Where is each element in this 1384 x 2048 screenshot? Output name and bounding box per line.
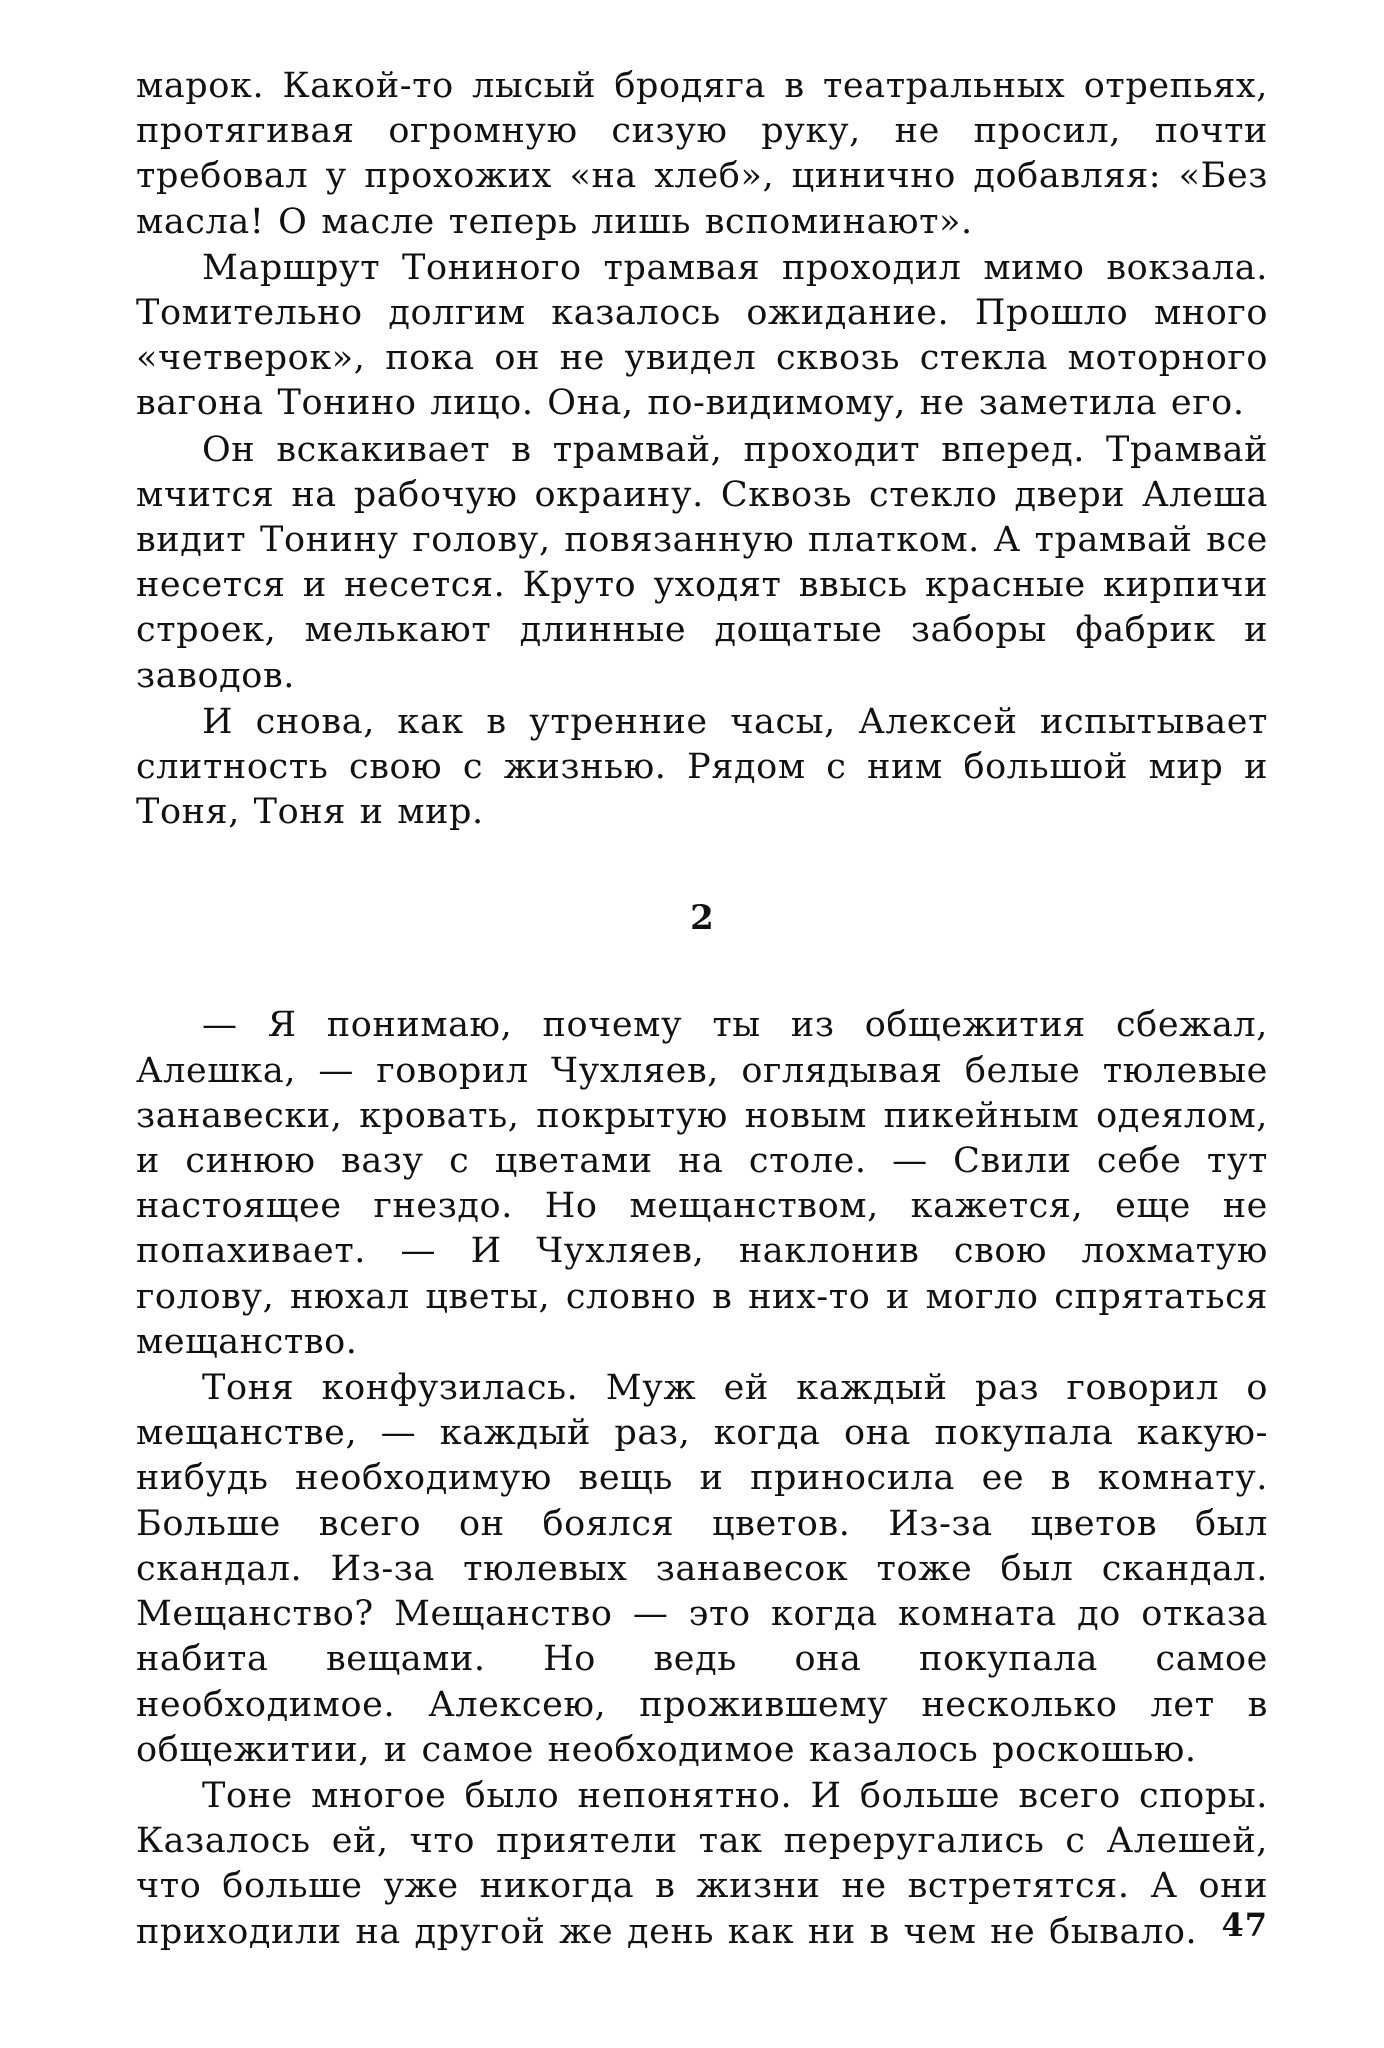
paragraph-tram-route: Маршрут Тониного трамвая проходил мимо вокзала. Томительно долгим казалось ожидание. Прошло много «четверок», пока он не увидел сквозь стекла моторного вагона Тонино лицо. Она, по-видимому, не заметила его. bbox=[136, 247, 1268, 424]
paragraph-chukhlyaev-dialogue: — Я понимаю, почему ты из общежития сбежал, Алешка, — говорил Чухляев, оглядывая белые тюлевые занавески, кровать, покрытую новым пикейным одеялом, и синюю вазу с цветами на столе. — Свили себе тут настоящее гнездо. Но мещанством, кажется, еще не попахивает. — И Чухляев, наклонив свою лохматую голову, нюхал цветы, словно в них-то и могло спрятаться мещанство. bbox=[136, 1005, 1268, 1362]
paragraph-tonya-embarrassed: Тоня конфузилась. Муж ей каждый раз говорил о мещанстве, — каждый раз, когда она покупала какую-нибудь необходимую вещь и приносила ее в комнату. Больше всего он боялся цветов. Из-за цветов был скандал. Из-за тюлевых занавесок тоже был скандал. Мещанство? Мещанство — это когда комната до отказа набита вещами. Но ведь она покупала самое необходимое. Алексею, прожившему несколько лет в общежитии, и самое необходимое казалось роскошью. bbox=[136, 1368, 1268, 1770]
book-page bbox=[136, 64, 1268, 1955]
paragraph-world: И снова, как в утренние часы, Алексей испытывает слитность свою с жизнью. Рядом с ним большой мир и Тоня, Тоня и мир. bbox=[136, 701, 1268, 833]
chapter-number: 2 bbox=[690, 898, 714, 939]
page-number: 47 bbox=[1221, 1906, 1268, 1944]
paragraph-tram-ride: Он вскакивает в трамвай, проходит вперед. Трамвай мчится на рабочую окраину. Сквозь стекло двери Алеша видит Тонину голову, повязанную платком. А трамвай все несется и несется. Круто уходят ввысь красные кирпичи строек, мелькают длинные дощатые заборы фабрик и заводов. bbox=[136, 429, 1268, 696]
paragraph-arguments: Тоне многое было непонятно. И больше всего споры. Казалось ей, что приятели так переругались с Алешей, что больше уже никогда в жизни не встретятся. А они приходили на другой же день как ни в чем не бывало. bbox=[136, 1775, 1268, 1952]
paragraph-continuation: марок. Какой-то лысый бродяга в театральных отрепьях, протягивая огромную сизую руку, не просил, почти требовал у прохожих «на хлеб», цинично добавляя: «Без масла! О масле теперь лишь вспоминают». bbox=[136, 66, 1268, 242]
